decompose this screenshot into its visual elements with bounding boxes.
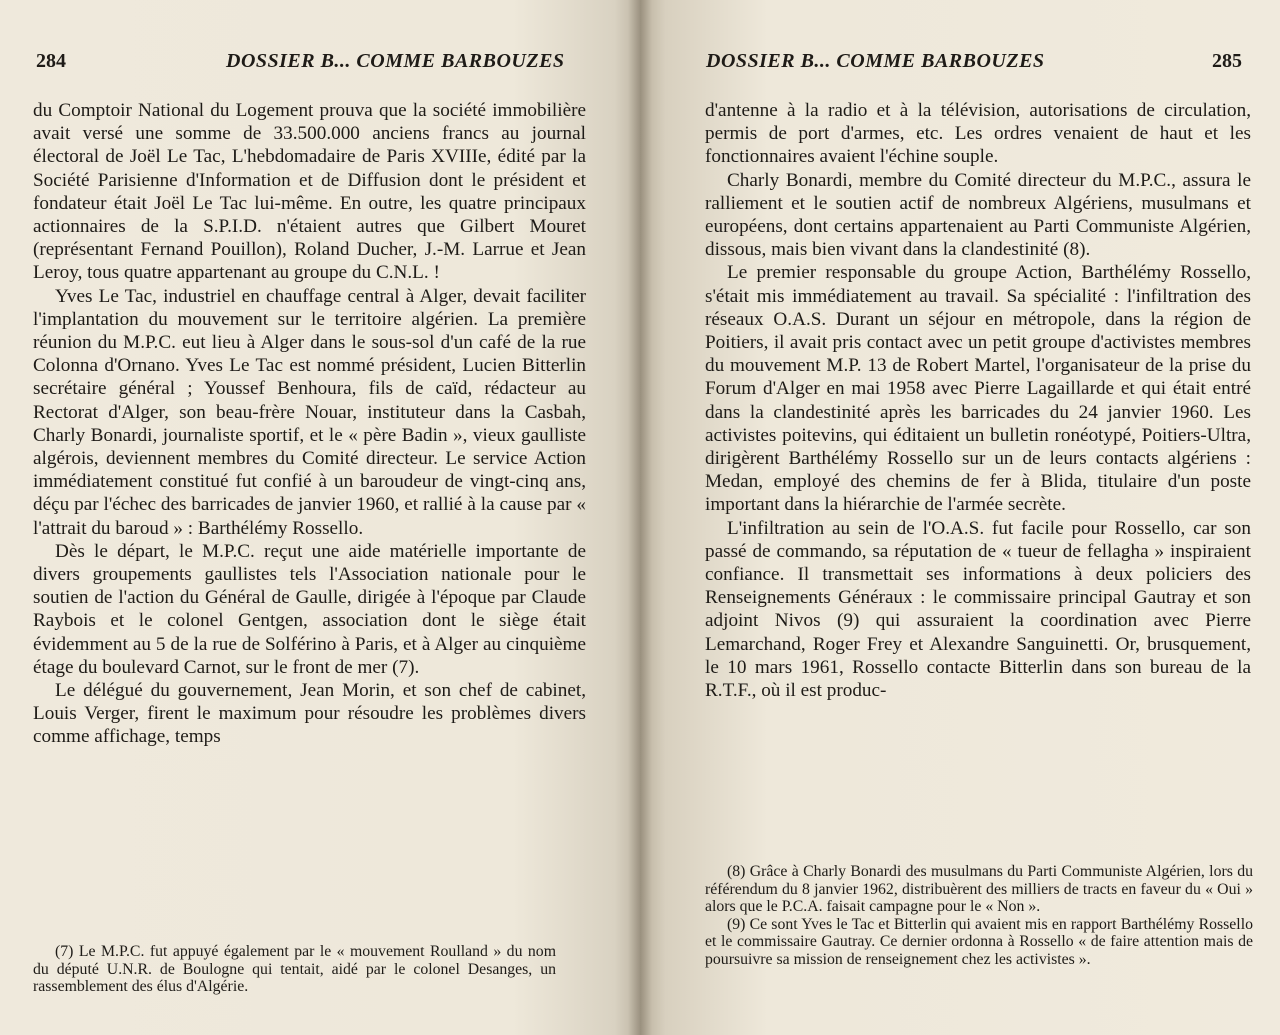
- paragraph: Charly Bonardi, membre du Comité directeur du M.P.C., assura le ralliement et le soutien actif de nombreux Algériens, musulmans et européens, dont certains appartenaient au Parti Communiste Algérien, dissous, mais bien vivant dans la clandestinité (8).: [705, 169, 1251, 261]
- paragraph: du Comptoir National du Logement prouva que la société immobilière avait versé une somme de 33.500.000 anciens francs au journal électoral de Joël Le Tac, L'hebdomadaire de Paris XVIIIe, édité par la Société Parisienne d'Information et de Diffusion dont le président et fondateur était Joël Le Tac lui-même. En outre, les quatre principaux actionnaires de la S.P.I.D. n'étaient autres que Gilbert Mouret (représentant Fernand Pouillon), Roland Ducher, J.-M. Larrue et Jean Leroy, tous quatre appartenant au groupe du C.N.L. !: [33, 100, 586, 284]
- paragraph: Dès le départ, le M.P.C. reçut une aide matérielle importante de divers groupements gaullistes tels l'Association nationale pour le soutien de l'action du Général de Gaulle, dirigée à l'époque par Claude Raybois et le colonel Gentgen, association dont le siège était évidemment au 5 de la rue de Solférino à Paris, et à Alger au cinquième étage du boulevard Carnot, sur le front de mer (7).: [33, 540, 586, 678]
- footnote-8: (8) Grâce à Charly Bonardi des musulmans du Parti Communiste Algérien, lors du référendum du 8 janvier 1962, distribuèrent des milliers de tracts en faveur du « Oui » alors que le P.C.A. faisait campagne pour le « Non ».: [705, 863, 1253, 916]
- page-number: 284: [36, 50, 66, 72]
- page-number: 285: [1212, 50, 1242, 72]
- footnote-7: (7) Le M.P.C. fut appuyé également par le « mouvement Roulland » du nom du député U.N.R. de Boulogne qui tentait, aidé par le colonel Desanges, un rassemblement des élus d'Algérie.: [33, 943, 556, 996]
- paragraph: Yves Le Tac, industriel en chauffage central à Alger, devait faciliter l'implantation du mouvement sur le territoire algérien. La première réunion du M.P.C. eut lieu à Alger dans le sous-sol d'un café de la rue Colonna d'Ornano. Yves Le Tac est nommé président, Lucien Bitterlin secrétaire général ; Youssef Benhoura, fils de caïd, rédacteur au Rectorat d'Alger, son beau-frère Nouar, instituteur dans la Casbah, Charly Bonardi, journaliste sportif, et le « père Badin », vieux gaulliste algérois, deviennent membres du Comité directeur. Le service Action immédiatement constitué fut confié à un baroudeur de vingt-cinq ans, déçu par l'échec des barricades de janvier 1960, et rallié à la cause par « l'attrait du baroud » : Barthélémy Rossello.: [33, 285, 586, 539]
- paragraph: Le délégué du gouvernement, Jean Morin, et son chef de cabinet, Louis Verger, firent le maximum pour résoudre les problèmes divers comme affichage, temps: [33, 680, 586, 748]
- right-page: [640, 0, 1280, 1035]
- footnotes: [705, 863, 1253, 969]
- paragraph: Le premier responsable du groupe Action, Barthélémy Rossello, s'était mis immédiatement au travail. Sa spécialité : l'infiltration des réseaux O.A.S. Durant un séjour en métropole, dans la région de Poitiers, il avait pris contact avec un petit groupe d'activistes membres du mouvement M.P. 13 de Robert Martel, l'organisateur de la prise du Forum d'Alger en mai 1958 avec Pierre Lagaillarde et qui était entré dans la clandestinité après les barricades du 24 janvier 1960. Les activistes poitevins, qui éditaient un bulletin ronéotypé, Poitiers-Ultra, dirigèrent Barthélémy Rossello sur un de leurs contacts algériens : Medan, employé des chemins de fer à Blida, titulaire d'un poste important dans la hiérarchie de l'armée secrète.: [705, 262, 1251, 516]
- running-head: DOSSIER B... COMME BARBOUZES: [706, 50, 1045, 72]
- paragraph: L'infiltration au sein de l'O.A.S. fut facile pour Rossello, car son passé de commando, sa réputation de « tueur de fellagha » inspiraient confiance. Il transmettait ses informations à deux policiers des Renseignements Généraux : le commissaire principal Gautray et son adjoint Nivos (9) qui assuraient la coordination avec Pierre Lemarchand, Roger Frey et Alexandre Sanguinetti. Or, brusquement, le 10 mars 1961, Rossello contacte Bitterlin dans son bureau de la R.T.F., où il est produc-: [705, 517, 1251, 702]
- body-text: [33, 99, 586, 749]
- footnote-9: (9) Ce sont Yves le Tac et Bitterlin qui avaient mis en rapport Barthélémy Rossello et le commissaire Gautray. Ce dernier ordonna à Rossello « de faire attention mais de poursuivre sa mission de renseignement chez les activistes ».: [705, 915, 1253, 968]
- book-gutter: [628, 0, 652, 1035]
- paragraph: d'antenne à la radio et à la télévision, autorisations de circulation, permis de port d'armes, etc. Les ordres venaient de haut et les fonctionnaires avaient l'échine souple.: [705, 100, 1251, 168]
- running-head: DOSSIER B... COMME BARBOUZES: [226, 50, 565, 72]
- footnotes: [33, 943, 556, 996]
- body-text: [705, 99, 1251, 702]
